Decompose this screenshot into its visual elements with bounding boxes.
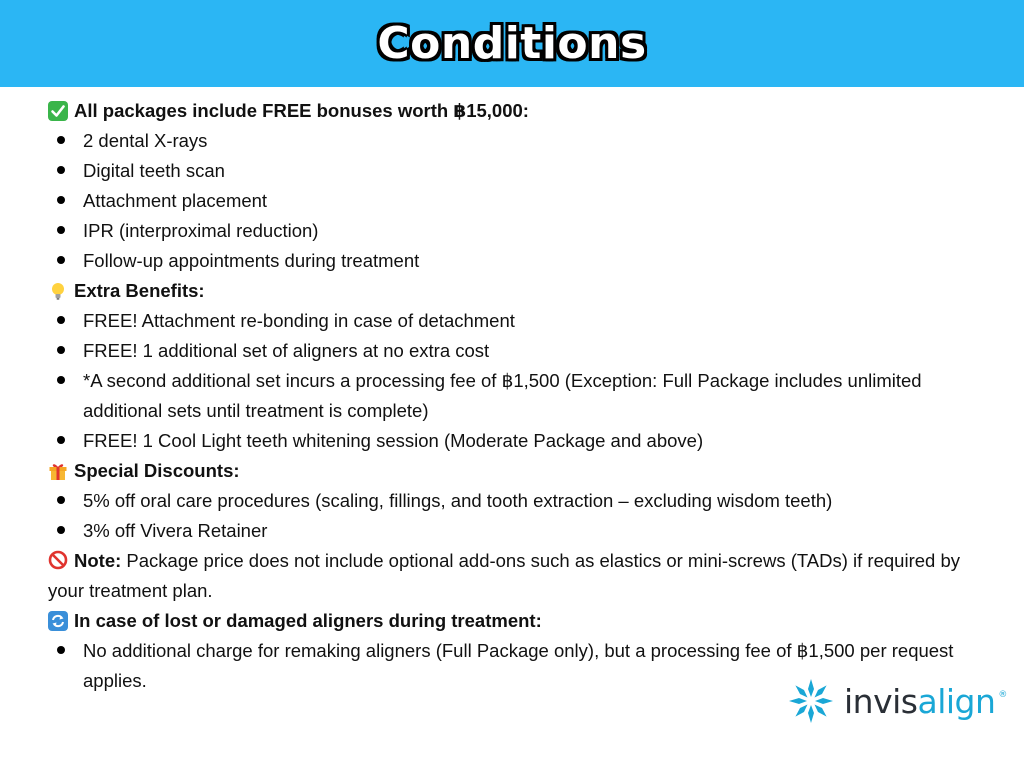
logo-text-align: align [917,681,996,721]
prohibited-icon [48,549,68,569]
list-item: 3% off Vivera Retainer [48,516,988,546]
invisalign-logo [786,676,1007,726]
bonuses-heading [48,96,988,126]
extra-benefits-heading-text: Extra Benefits: [74,280,205,301]
list-item: Digital teeth scan [48,156,988,186]
list-item: 2 dental X-rays [48,126,988,156]
note-paragraph [48,546,988,606]
extra-benefits-heading [48,276,988,306]
logo-text-invis: invis [844,681,918,721]
invisalign-star-icon [786,676,836,726]
list-item: 5% off oral care procedures (scaling, fillings, and tooth extraction – excluding wisdom teeth) [48,486,988,516]
conditions-content [48,96,988,696]
list-item: *A second additional set incurs a processing fee of ฿1,500 (Exception: Full Package includes unlimited additional sets until treatment is complete) [48,366,988,426]
special-discounts-list [48,486,988,546]
note-label: Note: [74,550,122,571]
light-bulb-icon [48,281,68,301]
special-discounts-heading [48,456,988,486]
bonuses-list [48,126,988,276]
header-banner [0,0,1024,87]
gift-icon [48,461,68,481]
lost-aligners-heading [48,606,988,636]
repeat-icon [48,611,68,631]
bonuses-heading-text: All packages include FREE bonuses worth ฿15,000: [74,100,529,121]
list-item: Attachment placement [48,186,988,216]
list-item: FREE! 1 additional set of aligners at no extra cost [48,336,988,366]
list-item: No additional charge for remaking aligners (Full Package only), but a processing fee of ฿1,500 per request applies. [48,636,988,696]
list-item: IPR (interproximal reduction) [48,216,988,246]
logo-wordmark [844,682,1007,721]
list-item: FREE! 1 Cool Light teeth whitening session (Moderate Package and above) [48,426,988,456]
lost-aligners-heading-text: In case of lost or damaged aligners during treatment: [74,610,542,631]
list-item: FREE! Attachment re-bonding in case of detachment [48,306,988,336]
registered-mark: ® [998,689,1007,700]
extra-benefits-list [48,306,988,456]
list-item: Follow-up appointments during treatment [48,246,988,276]
page-title: Conditions [377,18,647,69]
special-discounts-heading-text: Special Discounts: [74,460,240,481]
note-text: Package price does not include optional add-ons such as elastics or mini-screws (TADs) if required by your treatment plan. [48,550,960,601]
check-mark-icon [48,101,68,121]
